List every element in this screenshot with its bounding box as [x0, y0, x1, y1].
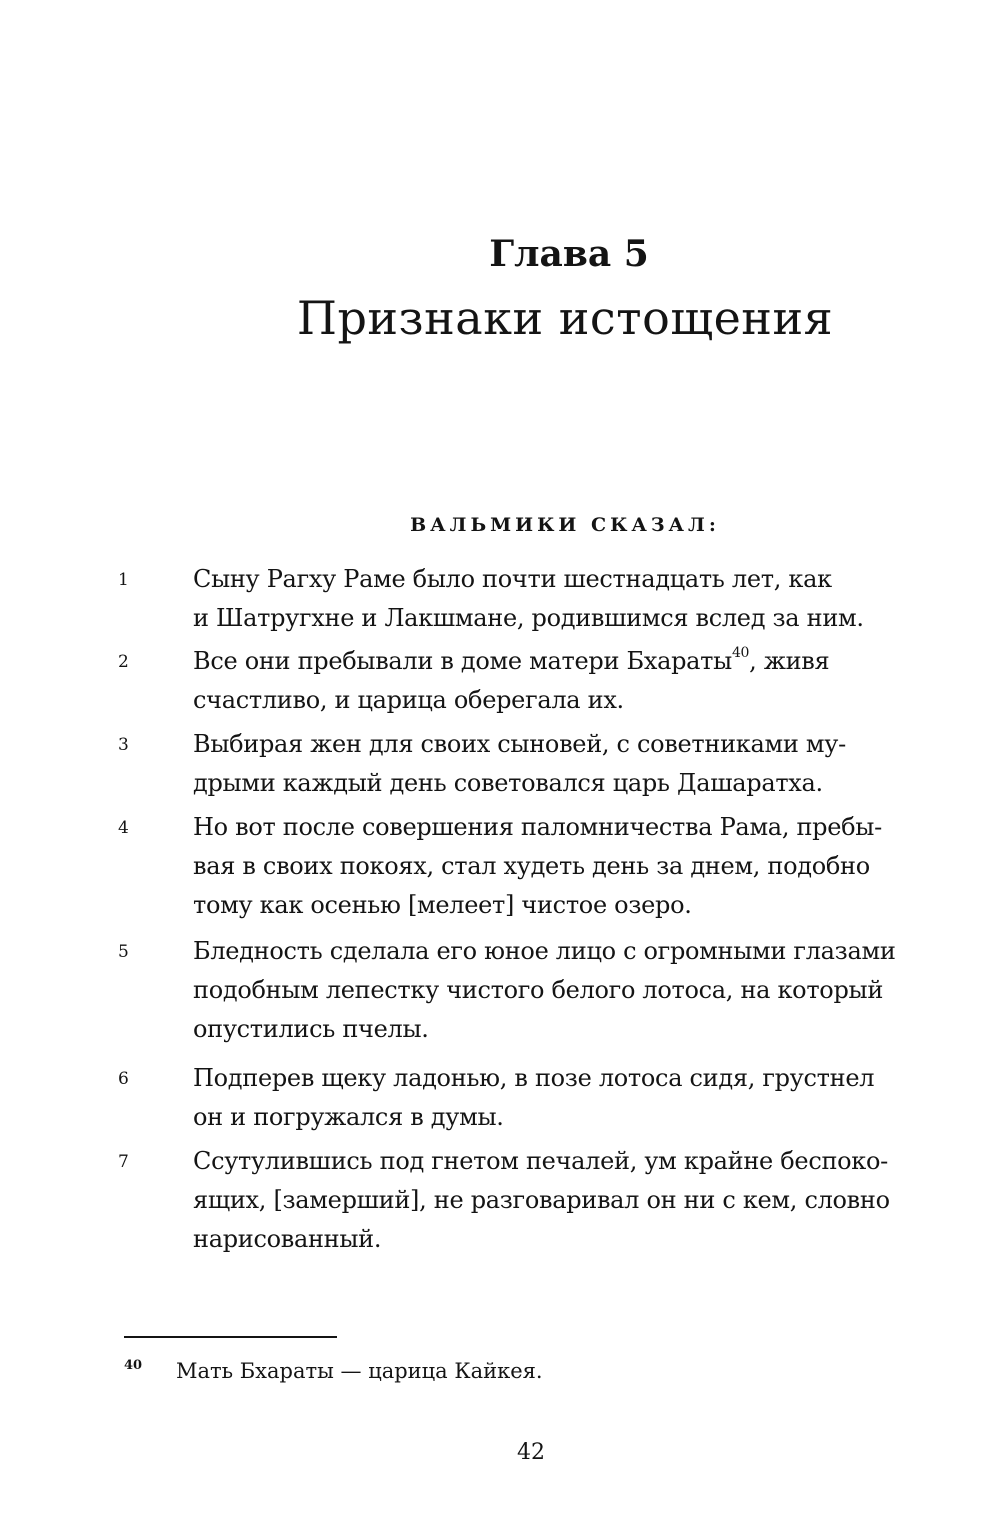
verse-number: 1 — [118, 570, 129, 590]
verse-line-text: , живя — [749, 647, 830, 675]
verse-line: и Шатругхне и Лакшмане, родившимся вслед за ним. — [193, 604, 864, 632]
footnote-text: Мать Бхараты — царица Кайкея. — [176, 1359, 543, 1383]
verse-line: дрыми каждый день советовался царь Дашаратха. — [193, 769, 823, 797]
verse-line: нарисованный. — [193, 1225, 382, 1253]
verse-number: 2 — [118, 652, 129, 672]
verse-number: 4 — [118, 818, 129, 838]
footnote-separator — [124, 1336, 337, 1338]
verse-number: 3 — [118, 735, 129, 755]
chapter-title: Признаки истощения — [296, 291, 834, 345]
verse-line: подобным лепестку чистого белого лотоса, на который — [193, 976, 884, 1004]
verse-line: Подперев щеку ладонью, в позе лотоса сидя, грустнел — [193, 1064, 875, 1092]
verse-line: Бледность сделала его юное лицо с огромными глазами — [193, 937, 896, 965]
footnote-mark: 40 — [124, 1358, 143, 1373]
footnote-reference[interactable]: 40 — [731, 645, 750, 661]
verse-line: ящих, [замерший], не разговаривал он ни с кем, словно — [193, 1186, 890, 1214]
verse-line: опустились пчелы. — [193, 1015, 429, 1043]
verse-number: 6 — [118, 1069, 129, 1089]
chapter-number: Глава 5 — [489, 233, 649, 275]
verse-line: счастливо, и царица оберегала их. — [193, 686, 624, 714]
verse-line: Но вот после совершения паломничества Рама, пребы- — [193, 813, 882, 841]
verse-line: он и погружался в думы. — [193, 1103, 504, 1131]
verse-line — [193, 641, 829, 681]
verse-number: 5 — [118, 942, 129, 962]
verse-line: вая в своих покоях, стал худеть день за днем, подобно — [193, 852, 870, 880]
verse-number: 7 — [118, 1152, 129, 1172]
verse-line: Ссутулившись под гнетом печалей, ум крайне беспоко- — [193, 1147, 888, 1175]
verse-line: Выбирая жен для своих сыновей, с советниками му- — [193, 730, 846, 758]
page-number: 42 — [517, 1440, 545, 1465]
verse-line: Сыну Рагху Раме было почти шестнадцать лет, как — [193, 565, 832, 593]
speaker-heading: ВАЛЬМИКИ СКАЗАЛ: — [410, 514, 720, 536]
verse-line: тому как осенью [мелеет] чистое озеро. — [193, 891, 692, 919]
verse-line-text: Все они пребывали в доме матери Бхараты — [193, 647, 732, 675]
